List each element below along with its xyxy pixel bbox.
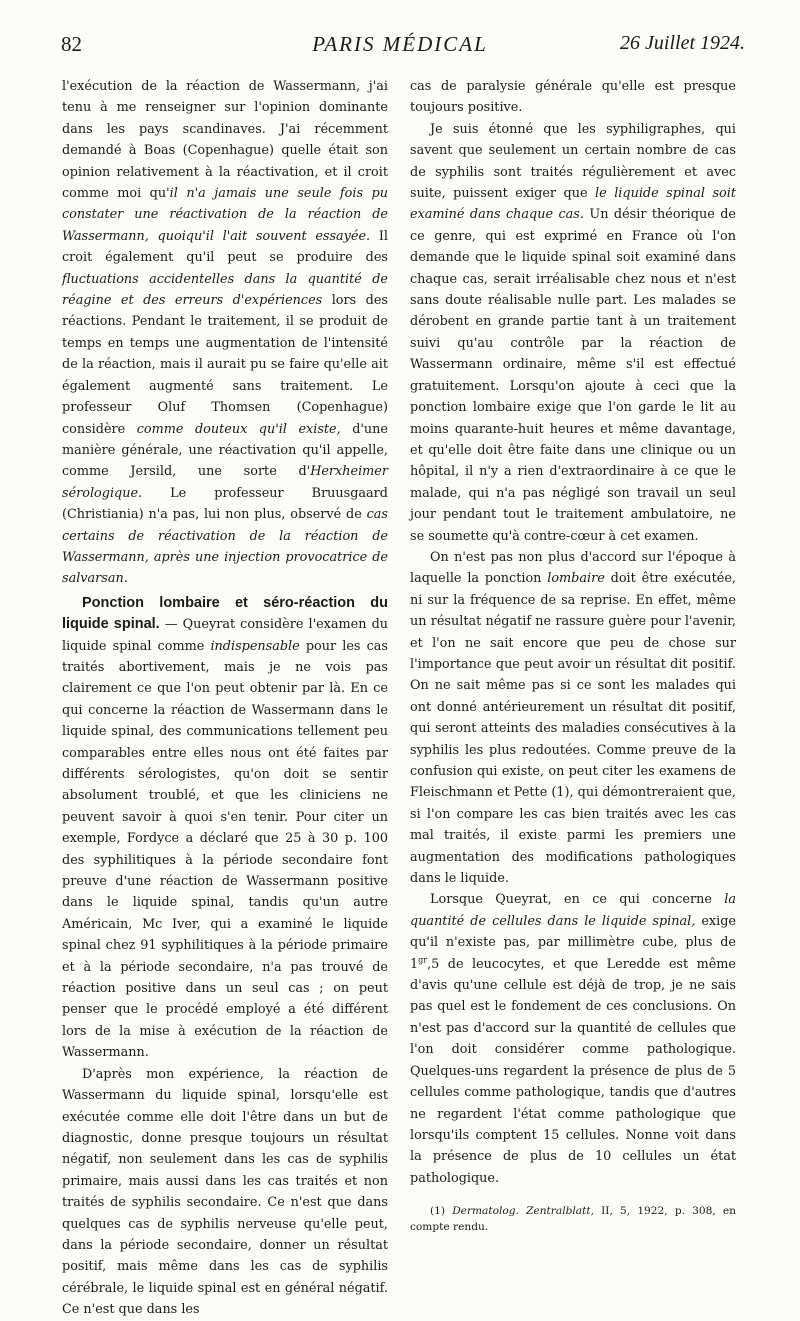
paragraph-puncture-timing: On n'est pas non plus d'accord sur l'époque à laquelle la ponction lombaire doit être exécutée, ni sur la fréquence de sa reprise. En effet, même un résultat négatif ne rassure guère pour l'avenir, et l'on ne sait encore que peu de chose sur l'importance que peut avoir un résultat dit positif. On ne sait même pas si ce sont les malades qui ont donné antérieurement un résultat dit positif, qui seront atteints des maladies consécutives à la syphilis les plus redoutées. Comme preuve de la confusion qui existe, on peut citer les examens de Fleischmann et Pette (1), qui démontreraient que, si l'on compare les cas bien traités avec les cas mal traités, il existe parmi les premiers une augmentation des modifications pathologiques dans le liquide.	[410, 549, 737, 887]
paragraph-cell-count: Lorsque Queyrat, en ce qui concerne la quantité de cellules dans le liquide spinal, exige qu'il n'existe pas, par millimètre cube, plus de $1^{gr},5$ de leucocytes, et que Leredde est même d'avis qu'une cellule est déjà de trop, je ne sais pas quel est le fondement de ces conclusions. On n'est pas d'accord sur la quantité de cellules que l'on doit considérer comme pathologique. Quelques-uns regardent la présence de plus de 5 cellules comme pathologique, tandis que d'autres ne regardent l'état comme pathologique que lorsqu'ils comptent 15 cellules. Nonne voit dans la présence de plus de 10 cellules un état pathologique.	[410, 892, 736, 1186]
paragraph-reactivation-opinions: l'exécution de la réaction de Wassermann, j'ai tenu à me renseigner sur l'opinion dominante dans les pays scandinaves. J'ai récemment demandé à Boas (Copenhague) quelle était son opinion relativement à la réactivation, et il croit comme moi qu'il n'a jamais une seule fois pu constater une réactivation de la réaction de Wassermann, quoiqu'il l'ait souvent essayée. Il croit également qu'il peut se produire des fluctuations accidentelles dans la quantité de réagine et des erreurs d'expériences lors des réactions. Pendant le traitement, il se produit de temps en temps une augmentation de l'intensité de la réaction, mais il aurait pu se faire qu'elle ait également augmenté sans traitement. Le professeur Oluf Thomsen (Copenhague) considère comme douteux qu'il existe, d'une manière générale, une réactivation qu'il appelle, comme Jersild, une sorte d'Herxheimer sérologique. Le professeur Bruusgaard (Christiania) n'a pas, lui non plus, observé de cas certains de réactivation de la réaction de Wassermann, après une injection provocatrice de salvarsan.	[62, 79, 388, 587]
paragraph-syphiligraphers: Je suis étonné que les syphiligraphes, qui savent que seulement un certain nombre de cas de syphilis sont traités régulièrement et avec suite, puissent exiger que le liquide spinal soit examiné dans chaque cas. Un désir théorique de ce genre, qui est exprimé en France où l'on demande que le liquide spinal soit examiné dans chaque cas, serait irréalisable chez nous et n'est sans doute réalisable nulle part. Les malades se dérobent en grande partie tant à un traitement suivi qu'au contrôle par la réaction de Wassermann ordinaire, même s'il est effectué gratuitement. Lorsqu'on ajoute à ceci que la ponction lombaire exige que l'on garde le lit au moins quarante-huit heures et même davantage, et qu'elle doit être faite dans une clinique ou un hôpital, il n'y a rien d'extraordinaire à ce que le malade, qui n'a pas négligé son travail un seul jour pendant tout le traitement ambulatoire, ne se soumette qu'à contre-cœur à cet examen.	[410, 121, 736, 544]
left-column	[62, 76, 388, 1321]
paragraph-experience: D'après mon expérience, la réaction de Wassermann du liquide spinal, lorsqu'elle est exécutée comme elle doit l'être dans un but de diagnostic, donne presque toujours un résultat négatif, non seulement dans les cas de syphilis primaire, mais aussi dans les cas traités et non traités de syphilis secondaire. Ce n'est que dans quelques cas de syphilis nerveuse qu'elle peut, dans la période secondaire, donner un résultat positif, mais même dans les cas de syphilis cérébrale, le liquide spinal est en général négatif. Ce n'est que dans les	[62, 1066, 388, 1318]
journal-title: PARIS MÉDICAL	[312, 32, 488, 56]
issue-date: 26 Juillet 1924.	[620, 32, 745, 54]
paragraph-lumbar-puncture: Ponction lombaire et séro-réaction du liquide spinal. — Queyrat considère l'examen du liquide spinal comme indispensable pour les cas traités abortivement, mais je ne vois pas clairement ce que l'on peut obtenir par là. En ce qui concerne la réaction de Wassermann dans le liquide spinal, des communications tellement peu comparables entre elles nous ont été faites par différents sérologistes, qu'on doit se sentir absolument troublé, et que les cliniciens ne peuvent savoir à quoi s'en tenir. Pour citer un exemple, Fordyce a déclaré que 25 à 30 p. 100 des syphilitiques à la période secondaire font preuve d'une réaction de Wassermann positive dans le liquide spinal, tandis qu'un autre Américain, Mc Iver, qui a examiné le liquide spinal chez 91 syphilitiques à la période primaire et à la période secondaire, n'a pas trouvé de réaction positive dans un seul cas ; on peut penser que le procédé employé a été différent lors de la mise à exécution de la réaction de Wassermann.	[62, 594, 388, 1061]
right-column	[410, 76, 736, 1235]
page-number: 82	[61, 32, 82, 56]
footnote: (1) Dermatolog. Zentralblatt, II, 5, 1922, p. 308, en compte rendu.	[410, 1205, 736, 1234]
page-header	[55, 32, 745, 64]
section-title: Ponction lombaire et séro-réaction du liquide spinal.	[62, 594, 388, 633]
paragraph-general-paralysis: cas de paralysie générale qu'elle est presque toujours positive.	[410, 79, 736, 116]
